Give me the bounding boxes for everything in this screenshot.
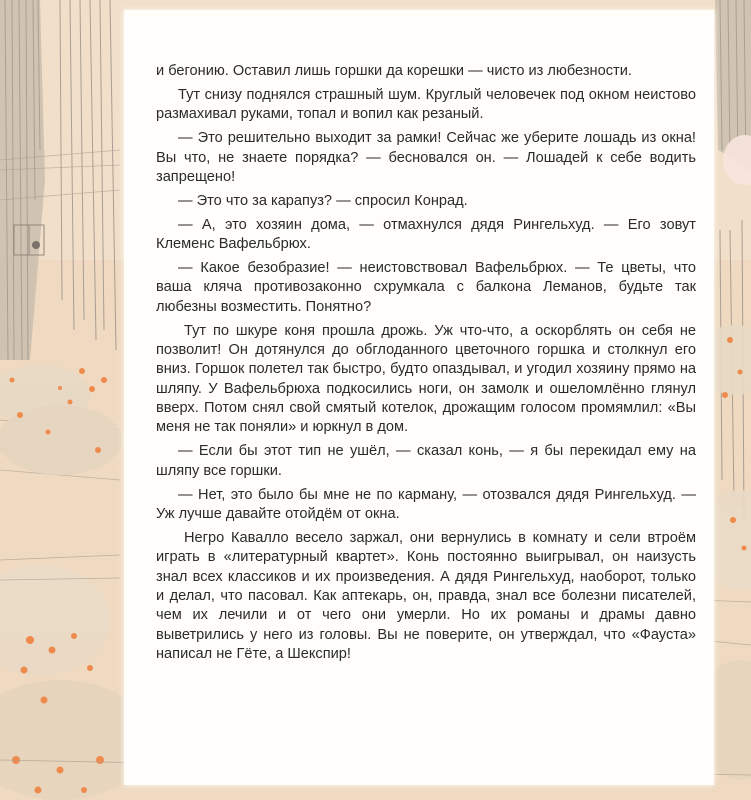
paragraph-5: — А, это хозяин дома, — отмахнулся дядя Рингельхуд. — Его зовут Клеменс Вафельбрюх. [156, 216, 696, 253]
paragraph-2: Тут снизу поднялся страшный шум. Круглый человечек под окном неистово размахивал руками, топал и вопил как резаный. [156, 86, 696, 123]
paragraph-7: Тут по шкуре коня прошла дрожь. Уж что-что, а оскорблять он себя не позволит! Он дотянулся до обглоданного цветочного горшка и столкнул его вниз. Горшок полетел так быстро, будто опаздывал, и угодил хозяину прямо на шляпу. У Вафельбрюха подкосились ноги, он замолк и ошеломлённо глянул вверх. Потом снял свой смятый котелок, дрожащим голосом промямлил: «Вы меня не так поняли» и юркнул в дом. [156, 322, 696, 436]
paragraph-9: — Нет, это было бы мне не по карману, — отозвался дядя Рингельхуд. — Уж лучше давайте отойдём от окна. [156, 486, 696, 522]
paragraph-6: — Какое безобразие! — неистовствовал Вафельбрюх. — Те цветы, что ваша кляча противозаконно схрумкала с балкона Леманов, будьте так любезны возместить. Понятно? [156, 260, 696, 315]
paragraph-1: и бегонию. Оставил лишь горшки да корешки — чисто из любезности. [156, 63, 632, 79]
paragraph-8: — Если бы этот тип не ушёл, — сказал конь, — я бы перекидал ему на шляпу все горшки. [156, 443, 696, 479]
paragraph-3: — Это решительно выходит за рамки! Сейчас же уберите лошадь из окна! Вы что, не знаете порядка? — бесновался он. — Лошадей к себе водить запрещено! [156, 130, 696, 185]
paragraph-10: Негро Кавалло весело заржал, они вернулись в комнату и сели втроём играть в «литературный квартет». Конь постоянно выигрывал, он наизусть знал всех классиков и их произведения. А дядя Рингельхуд, наоборот, только и делал, что пасовал. Как аптекарь, он, правда, знал все болезни писателей, чем их лечили и от чего они умерли. Но их романы и драмы давно выветрились у него из головы. Вы не поверите, он утверждал, что «Фауста» написал не Гёте, а Шекспир! [156, 529, 696, 662]
paragraph-4: — Это что за карапуз? — спросил Конрад. [178, 192, 468, 209]
book-text [156, 62, 696, 669]
